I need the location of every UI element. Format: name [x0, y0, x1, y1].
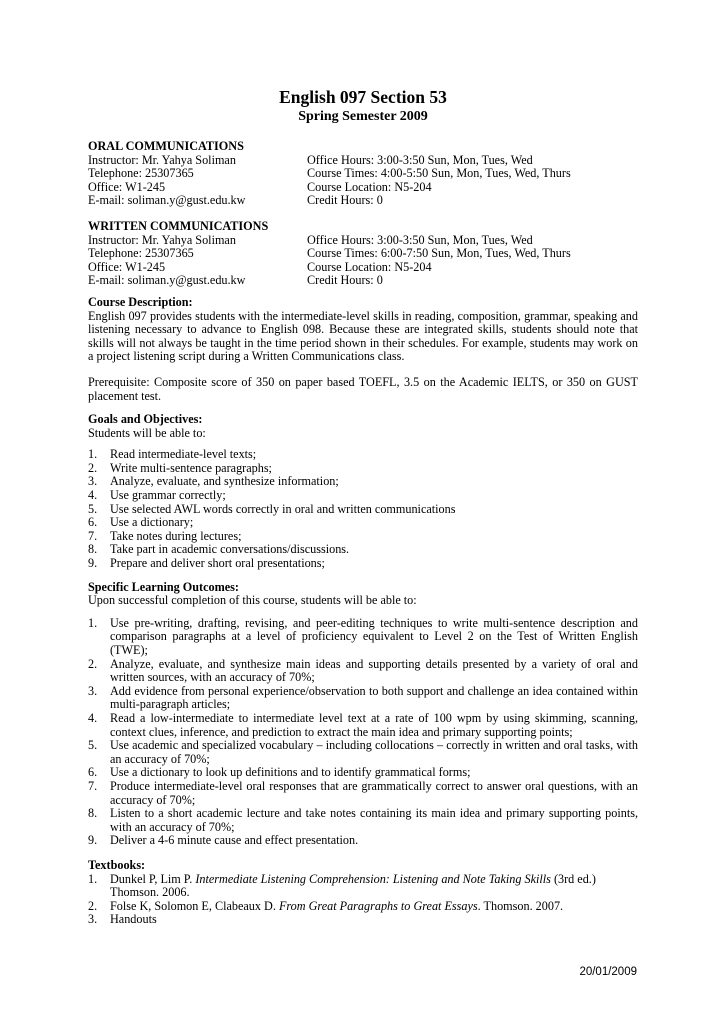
oral-contact-column	[88, 154, 307, 208]
document-title: English 097 Section 53	[279, 87, 447, 107]
list-item	[88, 617, 638, 658]
list-item	[88, 873, 638, 900]
list-number: 3.	[88, 912, 98, 927]
list-text: Write multi-sentence paragraphs;	[110, 460, 272, 475]
list-item	[88, 462, 638, 476]
list-number: 7.	[88, 778, 98, 793]
written-office-hours: Office Hours: 3:00-3:50 Sun, Mon, Tues, Wed	[307, 232, 533, 247]
oral-info-columns	[88, 154, 638, 208]
list-number: 2.	[88, 898, 98, 913]
oral-course-times: Course Times: 4:00-5:50 Sun, Mon, Tues, Wed, Thurs	[307, 166, 571, 181]
list-number: 8.	[88, 806, 98, 821]
oral-instructor: Instructor: Mr. Yahya Soliman	[88, 152, 236, 167]
list-number: 4.	[88, 710, 98, 725]
oral-communications-heading: ORAL COMMUNICATIONS	[88, 139, 244, 153]
outcomes-heading: Specific Learning Outcomes:	[88, 579, 239, 594]
list-number: 6.	[88, 765, 98, 780]
list-text: Produce intermediate-level oral responses that are grammatically correct to answer oral questions, with an accuracy of 70%;	[110, 778, 638, 807]
list-number: 9.	[88, 833, 98, 848]
list-item	[88, 658, 638, 685]
written-email: E-mail: soliman.y@gust.edu.kw	[88, 273, 246, 288]
list-number: 2.	[88, 460, 98, 475]
list-text: Add evidence from personal experience/observation to both support and challenge an idea contained within multi-paragraph articles;	[110, 683, 638, 712]
list-item	[88, 712, 638, 739]
list-item	[88, 557, 638, 571]
written-contact-column	[88, 234, 307, 288]
goals-intro: Students will be able to:	[88, 425, 206, 440]
list-item	[88, 780, 638, 807]
written-course-times: Course Times: 6:00-7:50 Sun, Mon, Tues, Wed, Thurs	[307, 246, 571, 261]
list-item	[88, 530, 638, 544]
written-course-location: Course Location: N5-204	[307, 259, 432, 274]
oral-communications-block	[88, 140, 638, 208]
book-authors: Folse K, Solomon E, Clabeaux D.	[110, 898, 279, 913]
document-content	[88, 87, 638, 927]
book-authors: Handouts	[110, 912, 157, 927]
list-text: Read a low-intermediate to intermediate level text at a rate of 100 wpm by using skimming, scanning, context clues, inference, and prediction to extract the main idea and primary supporting points;	[110, 710, 638, 739]
book-publication: . Thomson. 2007.	[477, 898, 564, 913]
list-number: 3.	[88, 683, 98, 698]
list-number: 9.	[88, 556, 98, 571]
written-office: Office: W1-245	[88, 259, 166, 274]
goals-heading: Goals and Objectives:	[88, 412, 203, 427]
book-publication: (3rd ed.) Thomson. 2006.	[110, 871, 596, 900]
course-description-heading: Course Description:	[88, 294, 193, 309]
list-item	[88, 900, 638, 914]
list-item	[88, 766, 638, 780]
list-text: Read intermediate-level texts;	[110, 447, 257, 462]
written-info-columns	[88, 234, 638, 288]
oral-credit-hours: Credit Hours: 0	[307, 193, 383, 208]
oral-email: E-mail: soliman.y@gust.edu.kw	[88, 193, 246, 208]
list-number: 1.	[88, 447, 98, 462]
list-text: Listen to a short academic lecture and take notes containing its main idea and primary supporting points, with an accuracy of 70%;	[110, 806, 638, 834]
list-text: Use pre-writing, drafting, revising, and peer-editing techniques to write multi-sentence description and comparison paragraphs at a level of proficiency equivalent to Level 2 on the Test of Written English (TWE);	[110, 615, 638, 657]
list-text: Use a dictionary to look up definitions and to identify grammatical forms;	[110, 765, 471, 780]
oral-telephone: Telephone: 25307365	[88, 166, 194, 181]
list-item	[88, 807, 638, 834]
list-text: Use grammar correctly;	[110, 488, 226, 503]
outcomes-list	[88, 617, 638, 848]
list-text: Use academic and specialized vocabulary – including collocations – correctly in written and oral tasks, with an accuracy of 70%;	[110, 738, 638, 766]
list-item	[88, 516, 638, 530]
list-text: Deliver a 4-6 minute cause and effect presentation.	[110, 833, 359, 848]
list-text: Analyze, evaluate, and synthesize information;	[110, 474, 339, 489]
prerequisite-text: Prerequisite: Composite score of 350 on paper based TOEFL, 3.5 on the Academic IELTS, or 350 on GUST placement test.	[88, 374, 638, 403]
book-title: From Great Paragraphs to Great Essays	[278, 898, 478, 913]
course-description-text: English 097 provides students with the intermediate-level skills in reading, composition, grammar, speaking and listening necessary to advance to English 098. Because these are integrated skills, students should note that skills will not always be taught in the time period shown in their schedules. For example, students may work on a project listening script during a Written Communications class.	[88, 308, 638, 364]
list-item	[88, 913, 638, 927]
list-text: Use a dictionary;	[110, 515, 194, 530]
oral-office-hours: Office Hours: 3:00-3:50 Sun, Mon, Tues, Wed	[307, 152, 533, 167]
goals-list	[88, 448, 638, 570]
list-item	[88, 503, 638, 517]
oral-office: Office: W1-245	[88, 179, 166, 194]
written-telephone: Telephone: 25307365	[88, 246, 194, 261]
oral-schedule-column	[307, 154, 638, 208]
list-item	[88, 448, 638, 462]
list-number: 7.	[88, 528, 98, 543]
list-text: Prepare and deliver short oral presentations;	[110, 556, 325, 571]
list-item	[88, 475, 638, 489]
written-instructor: Instructor: Mr. Yahya Soliman	[88, 232, 236, 247]
textbooks-list	[88, 873, 638, 927]
outcomes-intro: Upon successful completion of this course, students will be able to:	[88, 593, 417, 608]
list-number: 3.	[88, 474, 98, 489]
list-number: 1.	[88, 615, 98, 630]
written-communications-block	[88, 220, 638, 288]
list-number: 6.	[88, 515, 98, 530]
list-number: 5.	[88, 738, 98, 753]
footer-date: 20/01/2009	[579, 966, 637, 978]
list-item	[88, 739, 638, 766]
written-schedule-column	[307, 234, 638, 288]
list-item	[88, 489, 638, 503]
list-number: 4.	[88, 488, 98, 503]
oral-course-location: Course Location: N5-204	[307, 179, 432, 194]
book-title: Intermediate Listening Comprehension: Listening and Note Taking Skills	[195, 871, 551, 886]
list-number: 2.	[88, 656, 98, 671]
written-communications-heading: WRITTEN COMMUNICATIONS	[88, 218, 269, 233]
textbooks-heading: Textbooks:	[88, 857, 146, 872]
list-text: Use selected AWL words correctly in oral and written communications	[110, 501, 456, 516]
list-number: 1.	[88, 871, 98, 886]
written-credit-hours: Credit Hours: 0	[307, 273, 383, 288]
list-text: Take part in academic conversations/discussions.	[110, 542, 350, 557]
list-text: Analyze, evaluate, and synthesize main ideas and supporting details presented by a variety of oral and written sources, with an accuracy of 70%;	[110, 656, 638, 685]
list-item	[88, 543, 638, 557]
list-number: 5.	[88, 501, 98, 516]
list-item	[88, 834, 638, 848]
list-text: Take notes during lectures;	[110, 528, 242, 543]
list-item	[88, 685, 638, 712]
document-subtitle: Spring Semester 2009	[298, 109, 428, 124]
list-number: 8.	[88, 542, 98, 557]
book-authors: Dunkel P, Lim P.	[110, 871, 196, 886]
